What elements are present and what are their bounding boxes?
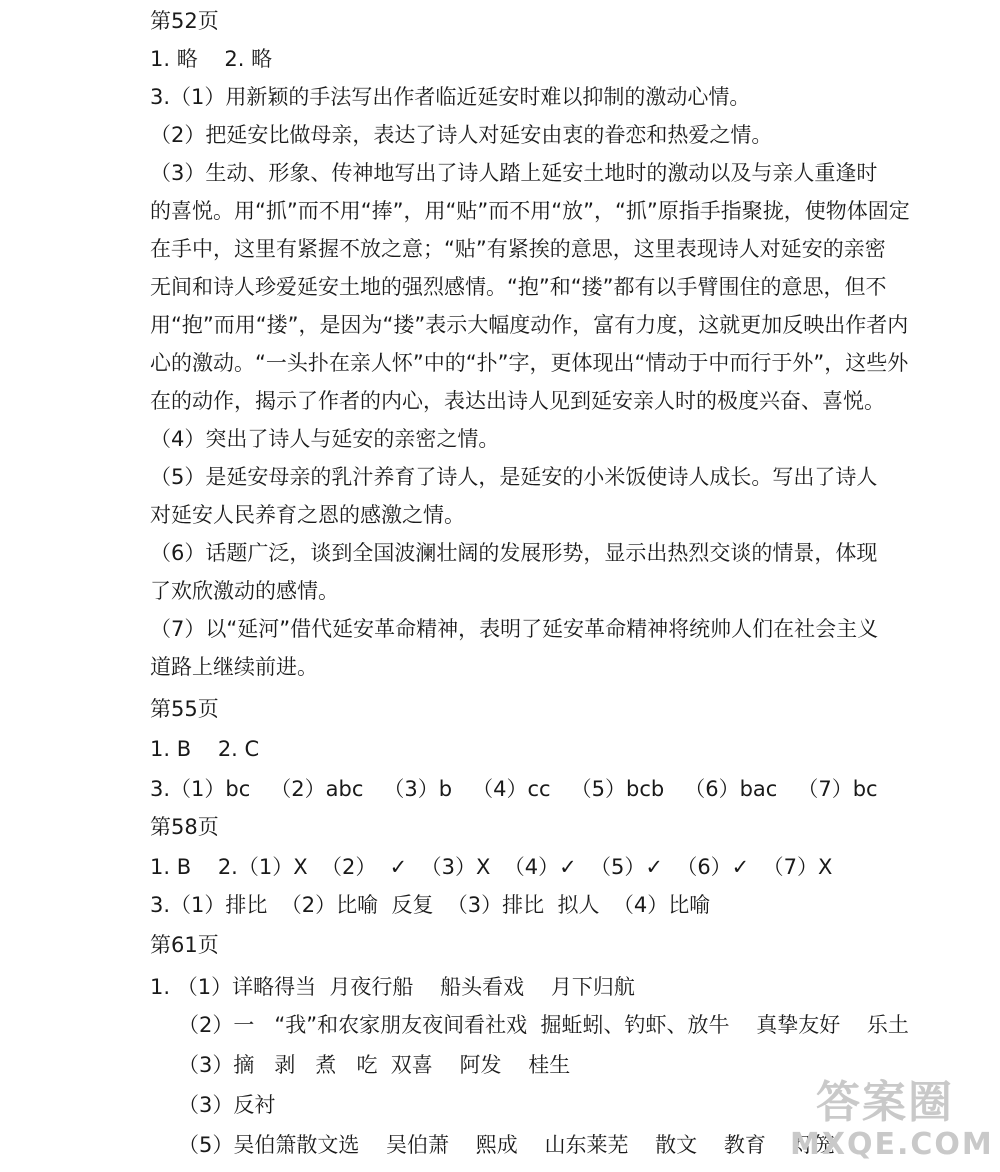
answer-line: 1. （1）详略得当 月夜行船 船头看戏 月下归航 <box>150 975 635 999</box>
answer-line: （6）话题广泛，谈到全国波澜壮阔的发展形势，显示出热烈交谈的情景，体现 <box>150 541 878 565</box>
section-heading-page-52: 第52页 <box>150 9 219 33</box>
answer-line: 的喜悦。用“抓”而不用“捧”，用“贴”而不用“放”，“抓”原指手指聚拢，使物体固定 <box>150 199 910 223</box>
answer-line: 心的激动。“一头扑在亲人怀”中的“扑”字，更体现出“情动于中而行于外”，这些外 <box>150 351 909 375</box>
site-watermark <box>790 1077 994 1168</box>
answer-line: 对延安人民养育之恩的感激之情。 <box>150 503 465 527</box>
section-heading-page-55: 第55页 <box>150 697 219 721</box>
section-heading-page-58: 第58页 <box>150 815 219 839</box>
answer-line: 在的动作，揭示了作者的内心，表达出诗人见到延安亲人时的极度兴奋、喜悦。 <box>150 389 885 413</box>
answer-line: （4）突出了诗人与延安的亲密之情。 <box>150 427 500 451</box>
answer-line: （3）生动、形象、传神地写出了诗人踏上延安土地时的激动以及与亲人重逢时 <box>150 161 878 185</box>
answer-line: 无间和诗人珍爱延安土地的强烈感情。“抱”和“搂”都有以手臂围住的意思，但不 <box>150 275 887 299</box>
answer-line: 1. B 2.（1）X （2） ✓ （3）X （4）✓ （5）✓ （6）✓ （7）X <box>150 855 833 879</box>
answer-line: 1. B 2. C <box>150 737 260 761</box>
watermark-url: MXQE.COM <box>790 1127 994 1162</box>
section-heading-page-61: 第61页 <box>150 933 219 957</box>
answer-line: 道路上继续前进。 <box>150 655 318 679</box>
answer-line: （2）把延安比做母亲，表达了诗人对延安由衷的眷恋和热爱之情。 <box>150 123 773 147</box>
answer-line: 1. 略 2. 略 <box>150 47 273 71</box>
answer-line: （5）吴伯箫散文选 吴伯萧 熙成 山东莱芜 散文 教育 灯笼 <box>178 1133 835 1157</box>
answer-line: （3）摘 剥 煮 吃 双喜 阿发 桂生 <box>178 1053 571 1077</box>
watermark-logo-text: 答案圈 <box>816 1077 954 1128</box>
answer-line: 3.（1）排比 （2）比喻 反复 （3）排比 拟人 （4）比喻 <box>150 893 711 917</box>
answer-line: （3）反衬 <box>178 1093 276 1117</box>
answer-line: （2）一 “我”和农家朋友夜间看社戏 掘蚯蚓、钓虾、放牛 真挚友好 乐土 <box>178 1013 909 1037</box>
answer-line: 了欢欣激动的感情。 <box>150 579 339 603</box>
answer-line: （7）以“延河”借代延安革命精神，表明了延安革命精神将统帅人们在社会主义 <box>150 617 879 641</box>
answer-line: （5）是延安母亲的乳汁养育了诗人，是延安的小米饭使诗人成长。写出了诗人 <box>150 465 878 489</box>
answer-line: 在手中，这里有紧握不放之意；“贴”有紧挨的意思，这里表现诗人对延安的亲密 <box>150 237 886 261</box>
answer-line: 3.（1）bc （2）abc （3）b （4）cc （5）bcb （6）bac （7）bc <box>150 777 878 801</box>
answer-line: 3.（1）用新颖的手法写出作者临近延安时难以抑制的激动心情。 <box>150 85 751 109</box>
answer-line: 用“抱”而用“搂”，是因为“搂”表示大幅度动作，富有力度，这就更加反映出作者内 <box>150 313 909 337</box>
